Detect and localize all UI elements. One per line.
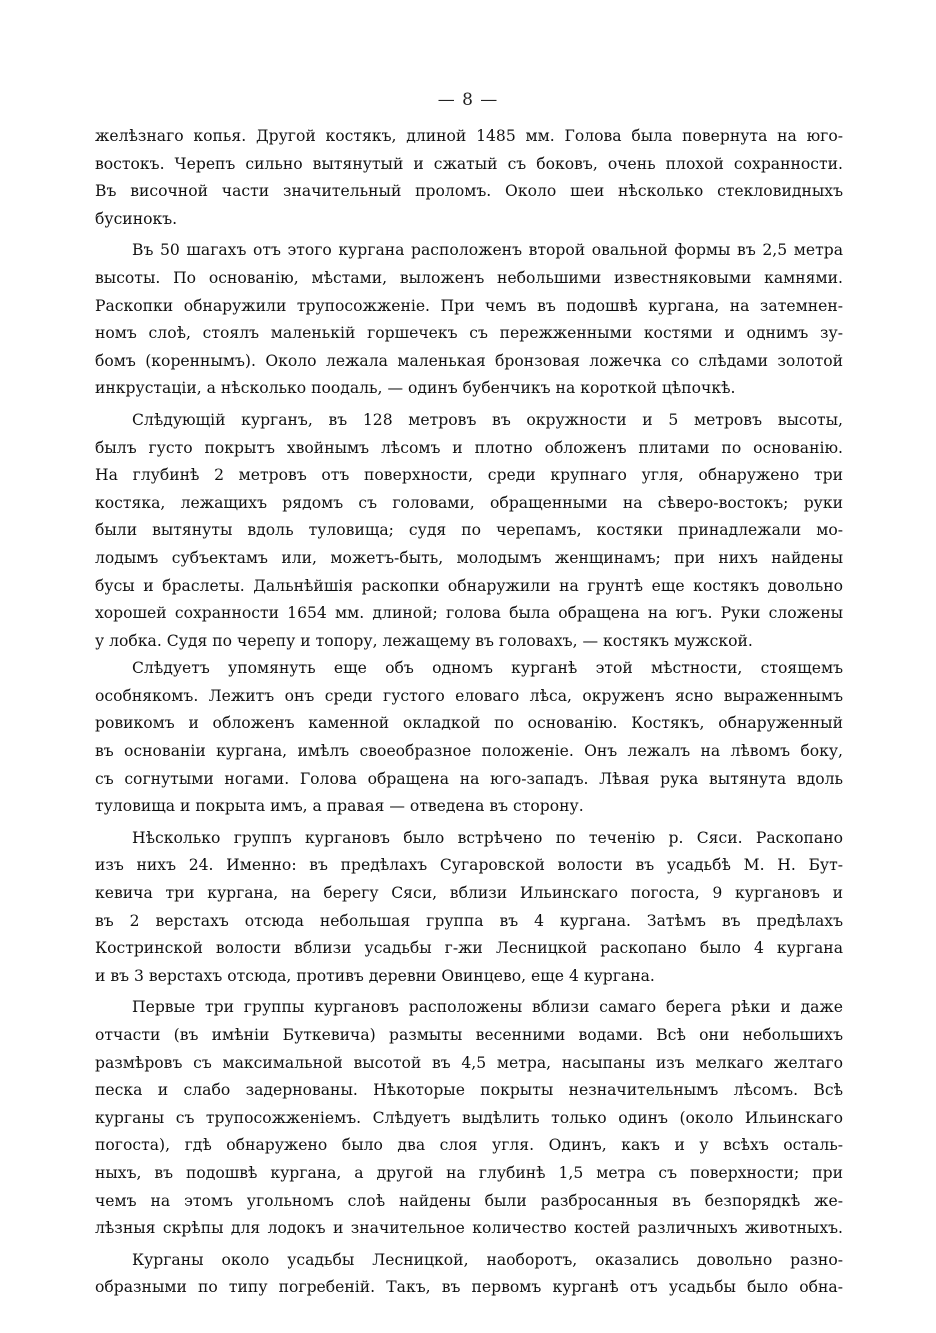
text-line: желѣзнаго копья. Другой костякъ, длиной 1485 мм. Голова была повернута на юго- <box>95 127 843 145</box>
text-line: песка и слабо задернованы. Нѣкоторые покрыты незначительнымъ лѣсомъ. Всѣ <box>95 1081 843 1100</box>
paragraph-6 <box>95 994 843 1242</box>
text-line: погоста), гдѣ обнаружено было два слоя угля. Одинъ, какъ и у всѣхъ осталь- <box>95 1136 843 1155</box>
paragraph-5 <box>95 825 843 991</box>
text-line: костяка, лежащихъ рядомъ съ головами, обращенными на сѣверо-востокъ; руки <box>95 493 843 512</box>
text-line: у лобка. Судя по черепу и топору, лежащему въ головахъ, — костякъ мужской. <box>95 631 753 650</box>
text-line: изъ нихъ 24. Именно: въ предѣлахъ Сугаровской волости въ усадьбѣ М. Н. Бут- <box>95 856 843 875</box>
paragraph-4 <box>95 655 843 821</box>
text-line: Раскопки обнаружили трупосожженіе. При чемъ въ подошвѣ кургана, на затемнен- <box>95 296 843 315</box>
paragraph-2 <box>95 237 843 403</box>
text-line: лодымъ субъектамъ или, можетъ-быть, молодымъ женщинамъ; при нихъ найдены <box>95 548 843 567</box>
text-line: ныхъ, въ подошвѣ кургана, а другой на глубинѣ 1,5 метра съ поверхности; при <box>95 1163 843 1182</box>
text-line: Курганы около усадьбы Лесницкой, наоборотъ, оказались довольно разно- <box>132 1250 843 1269</box>
text-line: Въ 50 шагахъ отъ этого кургана расположенъ второй овальной формы въ 2,5 метра <box>132 241 843 260</box>
text-line: и въ 3 верстахъ отсюда, противъ деревни Овинцево, еще 4 кургана. <box>95 966 655 985</box>
text-line: образными по типу погребеній. Такъ, въ первомъ курганѣ отъ усадьбы было обна- <box>95 1278 843 1297</box>
text-line: Слѣдуетъ упомянуть еще объ одномъ курганѣ этой мѣстности, стоящемъ <box>132 659 843 678</box>
text-line: въ 2 верстахъ отсюда небольшая группа въ 4 кургана. Затѣмъ въ предѣлахъ <box>95 911 843 930</box>
text-line: въ основаніи кургана, имѣлъ своеобразное положеніе. Онъ лежалъ на лѣвомъ боку, <box>95 742 843 761</box>
text-line: востокъ. Черепъ сильно вытянутый и сжатый съ боковъ, очень плохой сохранности. <box>95 154 843 173</box>
text-line: Слѣдующій курганъ, въ 128 метровъ въ окружности и 5 метровъ высоты, <box>132 410 843 429</box>
text-line: съ согнутыми ногами. Голова обращена на юго-западъ. Лѣвая рука вытянута вдоль <box>95 769 843 788</box>
text-line: бусы и браслеты. Дальнѣйшія раскопки обнаружили на грунтѣ еще костякъ довольно <box>95 576 843 595</box>
text-line: инкрустаціи, а нѣсколько поодаль, — одинъ бубенчикъ на короткой цѣпочкѣ. <box>95 379 736 398</box>
text-line: Нѣсколько группъ кургановъ было встрѣчено по теченію р. Сяси. Раскопано <box>132 828 843 847</box>
text-line: отчасти (въ имѣніи Буткевича) размыты весенними водами. Всѣ они небольшихъ <box>95 1026 843 1044</box>
text-line: туловища и покрыта имъ, а правая — отведена въ сторону. <box>95 797 584 816</box>
text-line: ровикомъ и обложенъ каменной окладкой по основанію. Костякъ, обнаруженный <box>95 714 843 733</box>
paragraph-3 <box>95 407 843 655</box>
text-line: лѣзныя скрѣпы для лодокъ и значительное количество костей различныхъ животныхъ. <box>95 1219 843 1238</box>
text-line: бомъ (кореннымъ). Около лежала маленькая бронзовая ложечка со слѣдами золотой <box>95 351 843 370</box>
paragraph-7 <box>95 1247 843 1302</box>
text-line: хорошей сохранности 1654 мм. длиной; голова была обращена на югъ. Руки сложены <box>95 604 843 623</box>
text-line: кевича три кургана, на берегу Сяси, вблизи Ильинскаго погоста, 9 кургановъ и <box>95 884 843 903</box>
text-line: бусинокъ. <box>95 209 178 228</box>
text-line: курганы съ трупосожженіемъ. Слѣдуетъ выдѣлить только одинъ (около Ильинскаго <box>95 1108 843 1127</box>
paragraph-1 <box>95 123 843 233</box>
text-line: Въ височной части значительный проломъ. Около шеи нѣсколько стекловидныхъ <box>95 182 843 201</box>
text-line: были вытянуты вдоль туловища; судя по черепамъ, костяки принадлежали мо- <box>95 521 843 540</box>
text-line: размѣровъ съ максимальной высотой въ 4,5 метра, насыпаны изъ мелкаго желтаго <box>95 1053 843 1072</box>
text-line: Первые три группы кургановъ расположены вблизи самаго берега рѣки и даже <box>132 998 843 1017</box>
text-line: чемъ на этомъ угольномъ слоѣ найдены были разбросанныя въ безпорядкѣ же- <box>95 1191 843 1210</box>
text-line: высоты. По основанію, мѣстами, выложенъ небольшими известняковыми камнями. <box>95 268 843 287</box>
page-number: — 8 — <box>437 90 499 110</box>
text-line: номъ слоѣ, стоялъ маленькій горшечекъ съ пережженными костями и однимъ зу- <box>95 324 843 343</box>
text-body <box>95 123 843 1302</box>
text-line: былъ густо покрытъ хвойнымъ лѣсомъ и плотно обложенъ плитами по основанію. <box>95 438 843 457</box>
text-line: На глубинѣ 2 метровъ отъ поверхности, среди крупнаго угля, обнаружено три <box>95 466 843 485</box>
text-line: особнякомъ. Лежитъ онъ среди густого еловаго лѣса, окруженъ ясно выраженнымъ <box>95 686 843 705</box>
text-line: Костринской волости вблизи усадьбы г-жи Лесницкой раскопано было 4 кургана <box>95 939 843 958</box>
